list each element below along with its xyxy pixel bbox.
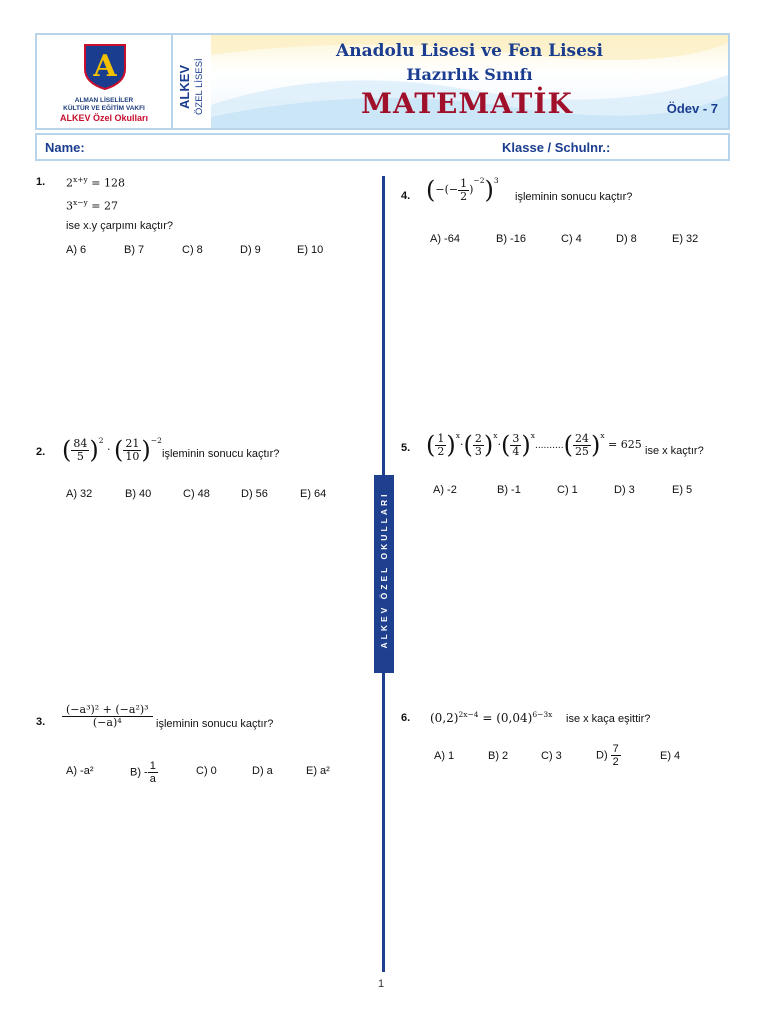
q2-expression: ( $\frac{84}{5}$ )$^2$ · ( $\frac{21}{10}$ )$^{-2}$ <box>62 436 162 464</box>
q6-number: 6. <box>401 712 411 724</box>
q1-option-c[interactable]: C) 8 <box>182 244 203 256</box>
q6-question-text: ise x kaça eşittir? <box>566 713 651 725</box>
vertical-brand: ALKEV <box>177 64 192 109</box>
q5-dot1: · <box>459 438 464 451</box>
q3-option-b-label: B) - <box>130 766 148 779</box>
title-line2: Hazırlık Sınıfı <box>406 65 533 84</box>
q6-option-e[interactable]: E) 4 <box>660 750 681 762</box>
title-banner <box>211 35 728 128</box>
q3-option-c[interactable]: C) 0 <box>196 765 217 777</box>
q5-expression: ( $\frac{1}{2}$ )$^x$·( $\frac{2}{3}$ )$^x$·( $\frac{3}{4}$ )$^x$..........( $\frac{24}{25}$ )$^x$ = 625 <box>426 431 642 459</box>
q4-exp-inner: −2 <box>473 176 485 185</box>
q5-f3-den: 4 <box>512 444 520 458</box>
q6-optd-den: 2 <box>612 756 619 768</box>
q1-eq1-base: 2 <box>66 176 73 190</box>
vertical-school-label <box>173 35 211 128</box>
q5-f2-den: 3 <box>474 444 482 458</box>
q6-rhs-exp: 6−3x <box>532 710 553 719</box>
q6-option-a[interactable]: A) 1 <box>434 750 455 762</box>
q5-number: 5. <box>401 442 411 454</box>
q5-question-text: ise x kaçtır? <box>645 445 704 457</box>
q6-rhs: (0,04) <box>496 711 533 725</box>
q2-f1-den: 5 <box>76 449 84 463</box>
homework-number: Ödev - 7 <box>666 101 718 116</box>
q5-option-a[interactable]: A) -2 <box>433 484 457 496</box>
q2-fraction-2 <box>123 438 141 463</box>
q4-option-a[interactable]: A) -64 <box>430 233 460 245</box>
q3-option-e[interactable]: E) a² <box>306 765 330 777</box>
class-label: Klasse / Schulnr.: <box>502 140 611 155</box>
q1-eq2-rhs: = 27 <box>91 199 118 213</box>
q3-numerator: (−a³)² + (−a²)³ <box>62 704 153 717</box>
q3-option-d[interactable]: D) a <box>252 765 273 777</box>
q3-optb-num: 1 <box>149 760 156 772</box>
name-bar <box>35 133 730 161</box>
q2-option-b[interactable]: B) 40 <box>125 488 152 500</box>
q1-eq1-exp: x+y <box>73 175 88 184</box>
q3-option-b[interactable] <box>130 760 158 785</box>
q2-f2-num: 21 <box>125 436 140 450</box>
logo-letter: A <box>93 49 117 84</box>
vertical-school: ÖZEL LİSESİ <box>194 58 205 115</box>
q2-option-a[interactable]: A) 32 <box>66 488 93 500</box>
q5-fraction-1 <box>435 433 446 458</box>
divider-text: ALKEV ÖZEL OKULLARI <box>379 491 389 649</box>
q6-lhs: (0,2) <box>430 711 459 725</box>
q5-fraction-4 <box>573 433 591 458</box>
q1-question-text: ise x.y çarpımı kaçtır? <box>66 220 173 232</box>
q1-equation-2 <box>66 198 118 213</box>
q3-fraction <box>62 704 153 729</box>
q5-fraction-3 <box>510 433 521 458</box>
q4-option-e[interactable]: E) 32 <box>672 233 699 245</box>
q6-optd-num: 7 <box>612 743 619 755</box>
q1-equation-1 <box>66 175 125 190</box>
q4-option-c[interactable]: C) 4 <box>561 233 582 245</box>
header <box>35 33 730 130</box>
q2-exp2: −2 <box>150 436 162 445</box>
q4-number: 4. <box>401 190 411 202</box>
q1-eq2-exp: x−y <box>73 198 88 207</box>
q3-expression <box>62 704 153 729</box>
logo-line1: ALMAN LİSELİLER <box>74 97 134 104</box>
name-label: Name: <box>45 140 85 155</box>
q6-option-b[interactable]: B) 2 <box>488 750 509 762</box>
q5-fraction-2 <box>473 433 484 458</box>
q6-option-d-label: D) <box>596 749 608 762</box>
q1-option-a[interactable]: A) 6 <box>66 244 87 256</box>
q1-eq1-rhs: = 128 <box>91 176 125 190</box>
q5-ellipsis: .......... <box>534 441 564 451</box>
q1-option-e[interactable]: E) 10 <box>297 244 324 256</box>
q5-option-c[interactable]: C) 1 <box>557 484 578 496</box>
q1-number: 1. <box>36 176 46 188</box>
q2-option-e[interactable]: E) 64 <box>300 488 327 500</box>
logo-name: ALKEV Özel Okulları <box>59 113 149 123</box>
q5-exp3: x <box>530 431 535 440</box>
q4-option-d[interactable]: D) 8 <box>616 233 637 245</box>
q5-option-b[interactable]: B) -1 <box>497 484 521 496</box>
q4-exp-outer: 3 <box>493 176 499 185</box>
q2-f2-den: 10 <box>125 449 140 463</box>
q2-exp1: 2 <box>98 436 104 445</box>
q5-exp1: x <box>455 431 460 440</box>
q1-option-b[interactable]: B) 7 <box>124 244 145 256</box>
q6-equals: = <box>482 711 493 725</box>
q2-f1-num: 84 <box>73 436 88 450</box>
q2-number: 2. <box>36 446 46 458</box>
q2-dot: · <box>107 443 111 456</box>
q2-fraction-1 <box>71 438 89 463</box>
divider-band <box>374 475 394 673</box>
q5-exp2: x <box>493 431 498 440</box>
q5-option-e[interactable]: E) 5 <box>672 484 693 496</box>
q6-lhs-exp: 2x−4 <box>458 710 479 719</box>
q5-f2-num: 2 <box>474 431 482 445</box>
q2-question-text: işleminin sonucu kaçtır? <box>162 448 280 460</box>
q5-option-d[interactable]: D) 3 <box>614 484 635 496</box>
title-line1: Anadolu Lisesi ve Fen Lisesi <box>336 41 603 61</box>
q5-f4-num: 24 <box>574 431 589 445</box>
q1-option-d[interactable]: D) 9 <box>240 244 261 256</box>
q5-f1-den: 2 <box>437 444 445 458</box>
q3-option-a[interactable]: A) -a² <box>66 765 94 777</box>
q4-inner-sign: −(− <box>435 183 459 196</box>
q4-option-b[interactable]: B) -16 <box>496 233 526 245</box>
q4-expression: (−(− $\frac{1}{2}$ )$^{-2}$)$^3$ <box>426 176 499 204</box>
q4-question-text: işleminin sonucu kaçtır? <box>515 191 633 203</box>
q6-equation <box>430 710 552 725</box>
q4-fraction <box>458 178 469 203</box>
q1-eq2-base: 3 <box>66 199 73 213</box>
subject-title: MATEMATİK <box>361 87 573 120</box>
q5-rhs: = 625 <box>608 438 642 451</box>
logo-line2: KÜLTÜR VE EĞİTİM VAKFI <box>63 105 145 112</box>
shield-logo-icon <box>83 43 127 91</box>
q3-denominator: (−a)⁴ <box>92 716 122 729</box>
q2-option-d[interactable]: D) 56 <box>241 488 268 500</box>
q3-question-text: işleminin sonucu kaçtır? <box>156 718 274 730</box>
q3-optb-den: a <box>149 773 156 785</box>
q5-f3-num: 3 <box>512 431 520 445</box>
q4-f-num: 1 <box>460 176 468 190</box>
q2-option-c[interactable]: C) 48 <box>183 488 210 500</box>
q5-f1-num: 1 <box>437 431 445 445</box>
q5-exp4: x <box>600 431 605 440</box>
q5-dot2: · <box>497 438 501 451</box>
q4-f-den: 2 <box>460 189 468 203</box>
page-number: 1 <box>378 978 385 990</box>
q6-option-c[interactable]: C) 3 <box>541 750 562 762</box>
q3-number: 3. <box>36 716 46 728</box>
logo-box <box>37 35 173 128</box>
q5-f4-den: 25 <box>574 444 589 458</box>
q6-option-d[interactable] <box>596 743 621 768</box>
